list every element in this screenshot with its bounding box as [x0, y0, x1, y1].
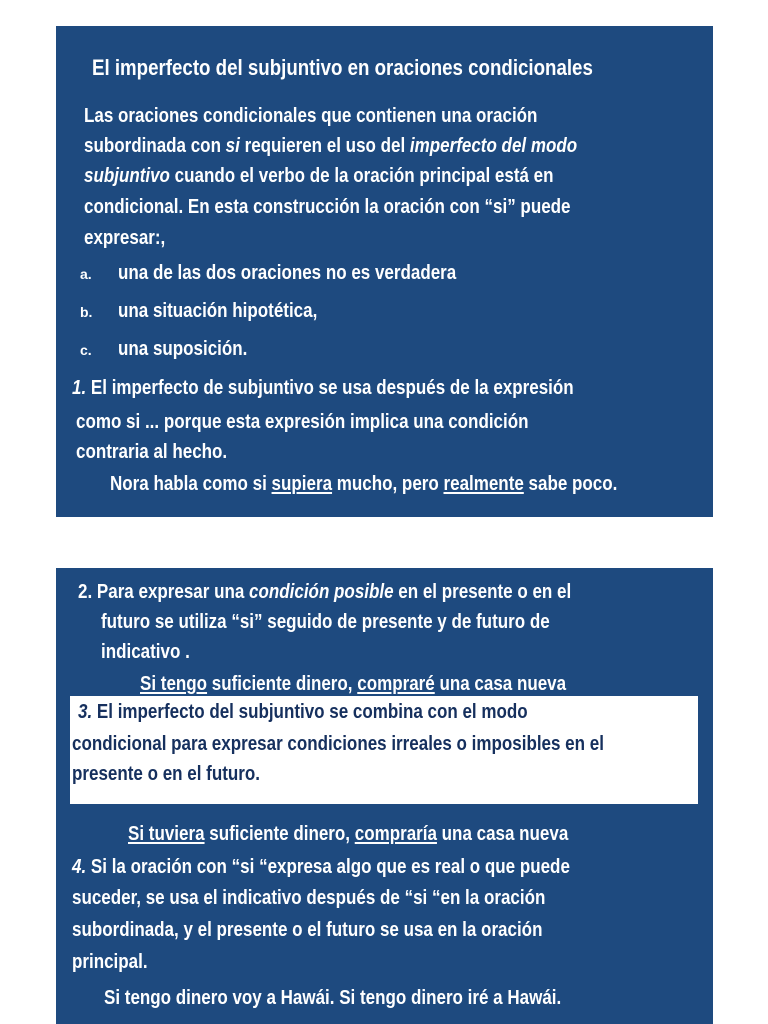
point-4-line-3: subordinada, y el presente o el futuro se usa en la oración — [72, 919, 543, 941]
point-1-line-3: contraria al hecho. — [76, 441, 228, 463]
list-item-text: una situación hipotética, — [118, 300, 318, 322]
point-4-line-1: 4. Si la oración con “si “expresa algo que es real o que puede — [72, 856, 570, 878]
point-4-line-4: principal. — [72, 951, 148, 973]
intro-line-4: condicional. En esta construcción la oración con “si” puede — [84, 196, 571, 218]
list-marker: b. — [80, 304, 93, 320]
list-item-text: una suposición. — [118, 338, 248, 360]
list-marker: c. — [80, 342, 92, 358]
intro-line-2: subordinada con si requieren el uso del imperfecto del modo — [84, 135, 578, 157]
list-item-text: una de las dos oraciones no es verdadera — [118, 262, 457, 284]
example-4: Si tengo dinero voy a Hawái. Si tengo dinero iré a Hawái. — [104, 987, 562, 1009]
slide-title: El imperfecto del subjuntivo en oraciones condicionales — [92, 55, 593, 80]
intro-line-5: expresar:, — [84, 227, 166, 249]
intro-line-3: subjuntivo cuando el verbo de la oración principal está en — [84, 165, 554, 187]
point-4-line-2: suceder, se usa el indicativo después de “si “en la oración — [72, 887, 546, 909]
list-marker: a. — [80, 266, 92, 282]
example-2: Si tengo suficiente dinero, compraré una casa nueva — [140, 673, 567, 695]
highlight-box-point-3 — [70, 696, 698, 804]
example-1: Nora habla como si supiera mucho, pero realmente sabe poco. — [110, 473, 618, 495]
point-2-line-1: 2. Para expresar una condición posible en el presente o en el — [78, 581, 572, 603]
example-3: Si tuviera suficiente dinero, compraría una casa nueva — [128, 823, 569, 845]
point-3-line-3: presente o en el futuro. — [72, 763, 260, 785]
point-1-line-2: como si ... porque esta expresión implica una condición — [76, 411, 529, 433]
point-2-line-3: indicativo . — [101, 641, 190, 663]
point-2-line-2: futuro se utiliza “si” seguido de presente y de futuro de — [101, 611, 550, 633]
point-1-line-1: 1. El imperfecto de subjuntivo se usa después de la expresión — [72, 377, 574, 399]
point-3-line-1: 3. El imperfecto del subjuntivo se combina con el modo — [78, 701, 528, 723]
point-3-line-2: condicional para expresar condiciones irreales o imposibles en el — [72, 733, 604, 755]
intro-line-1: Las oraciones condicionales que contienen una oración — [84, 105, 538, 127]
slide-conditional-intro — [56, 26, 713, 517]
